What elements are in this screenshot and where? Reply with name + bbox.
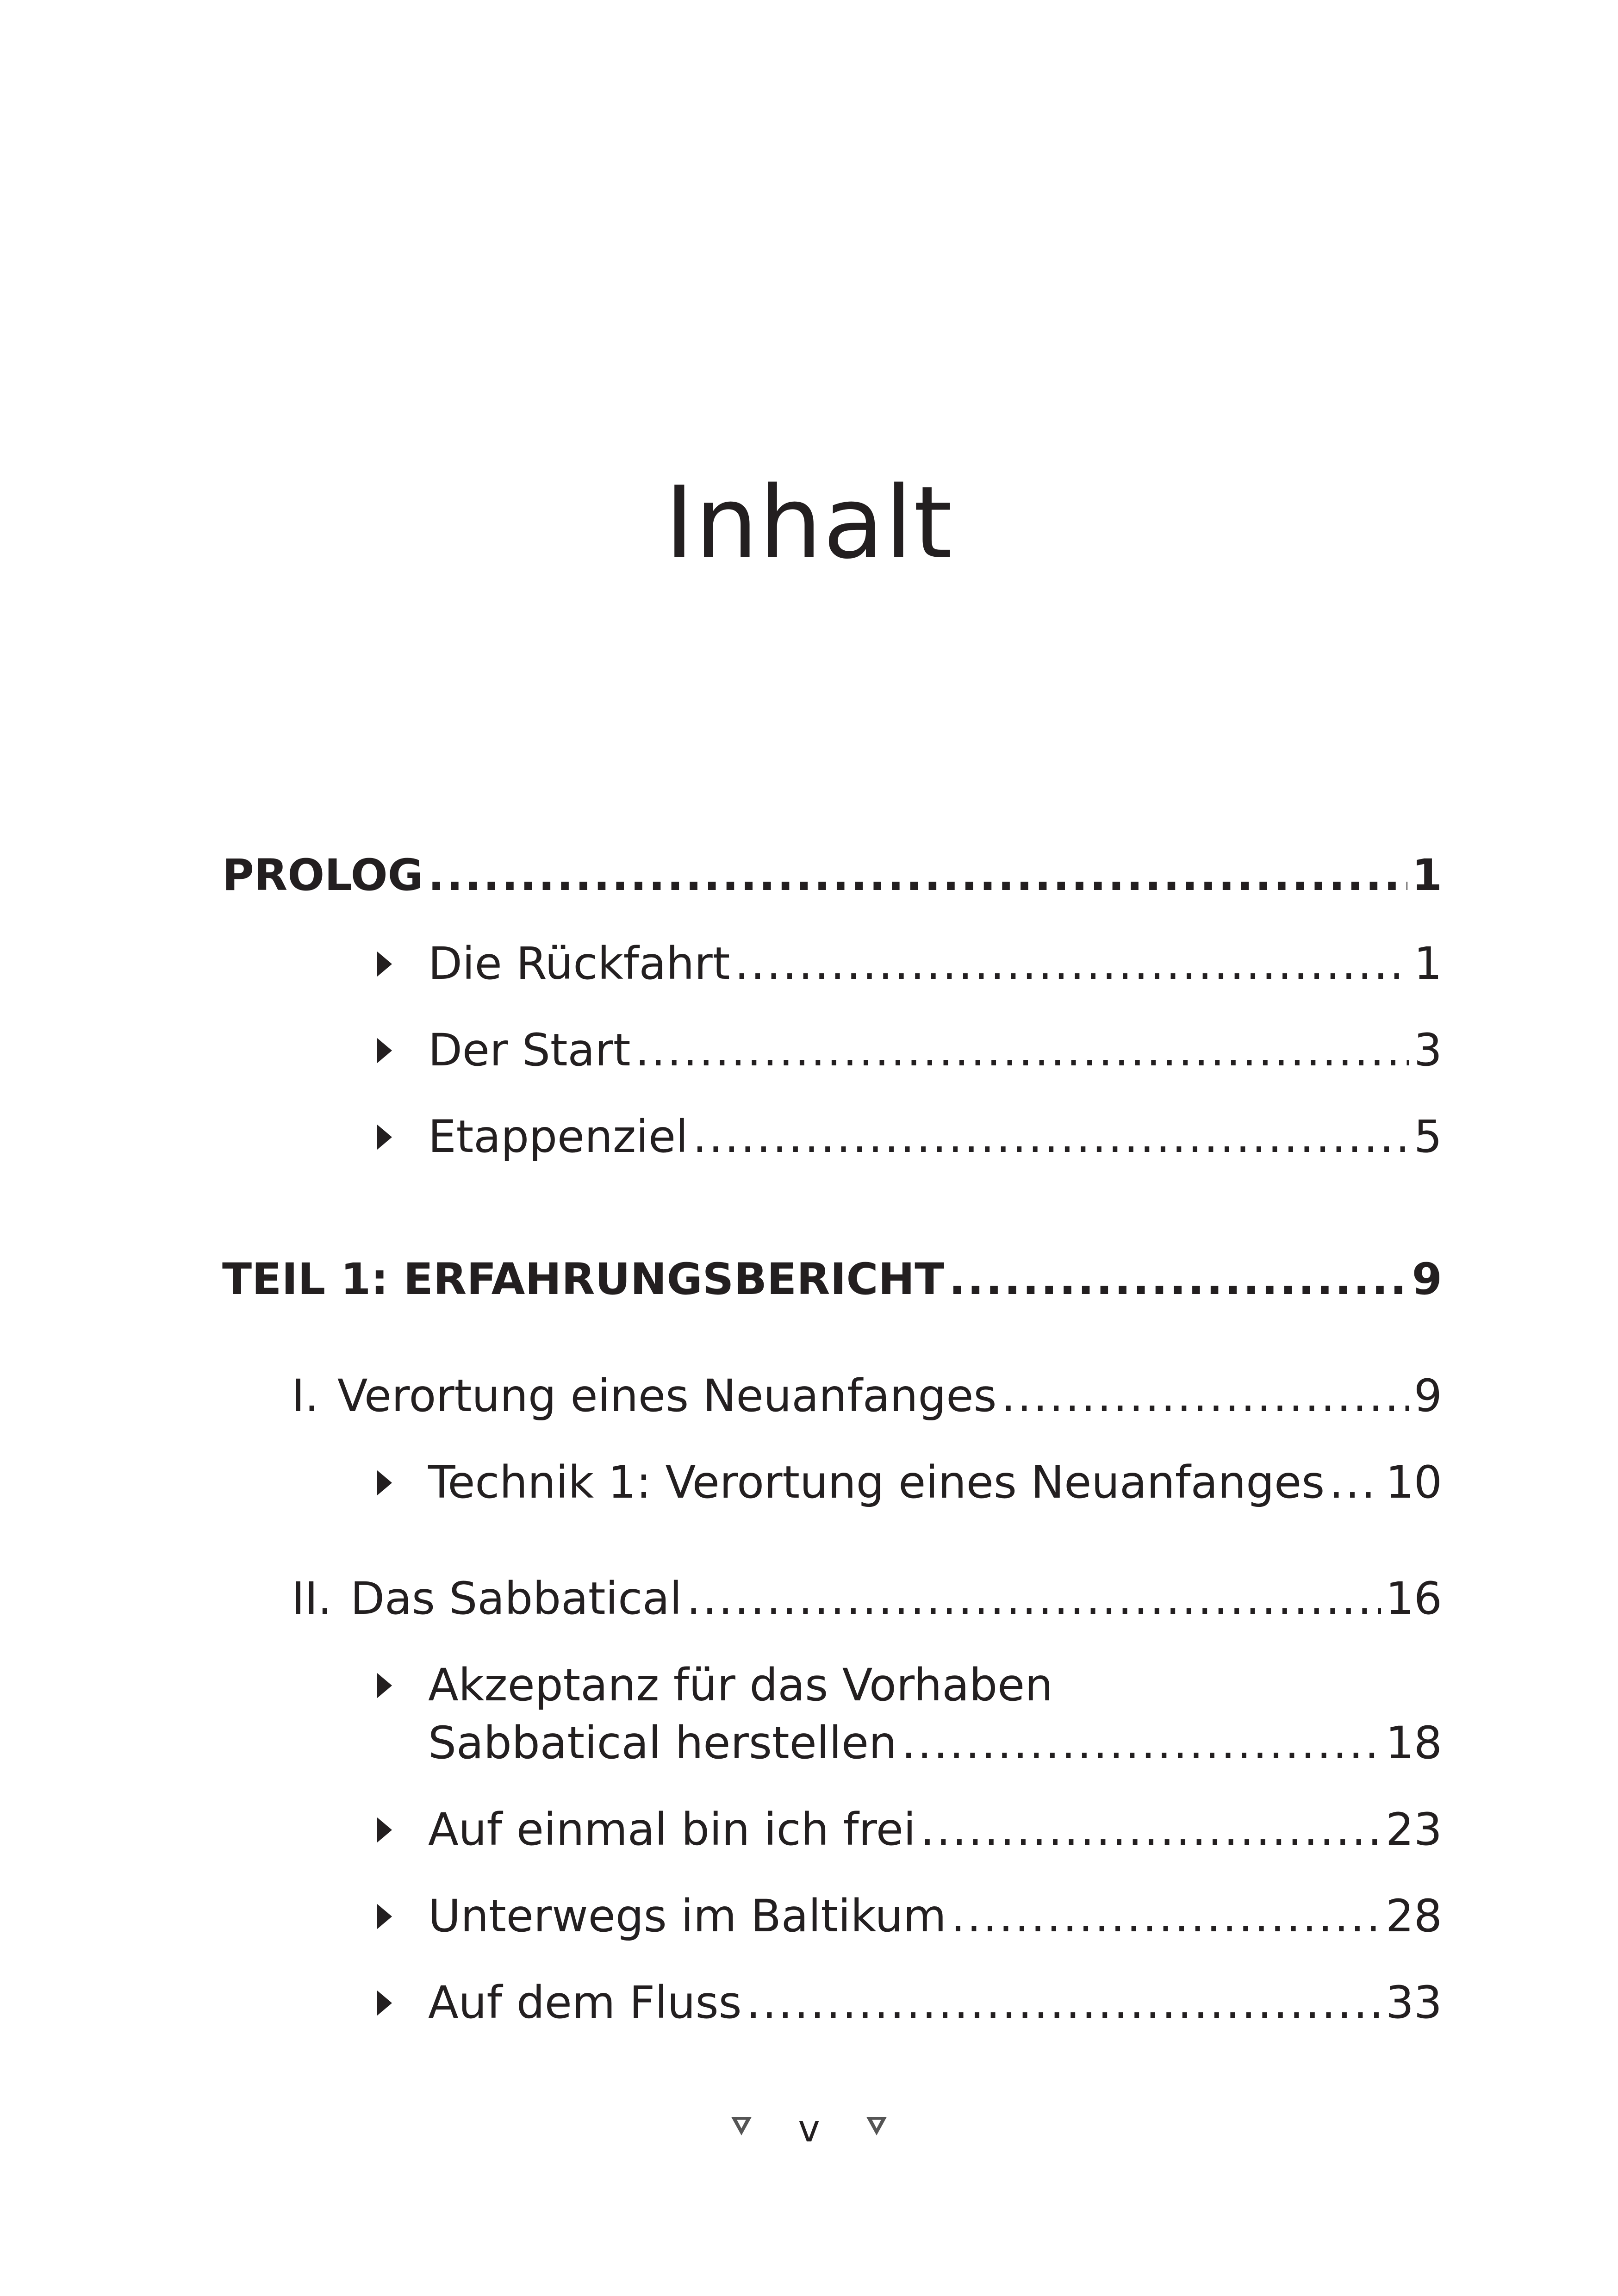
triangle-down-icon (866, 2117, 887, 2135)
toc-page-number: 1 (1413, 938, 1442, 989)
toc-entry-label (292, 1566, 682, 1631)
toc-page-number: 9 (1412, 1254, 1442, 1305)
toc-page-number: 3 (1413, 1024, 1442, 1076)
toc-entry-label: Unterwegs im Baltikum (428, 1890, 946, 1942)
toc-page-number: 9 (1413, 1370, 1442, 1422)
page-title: Inhalt (665, 465, 953, 581)
toc-page-number: 33 (1385, 1977, 1442, 2028)
bullet-arrow-icon (377, 1038, 392, 1063)
toc-entry-label: Die Rückfahrt (428, 938, 730, 989)
page-folio: v (798, 2107, 820, 2150)
toc-entry-teil-1[interactable] (222, 1247, 1442, 1312)
dot-leader (949, 1247, 1407, 1312)
bullet-arrow-icon (377, 1125, 392, 1150)
toc-entry-chapter-2[interactable] (292, 1566, 1442, 1631)
dot-leader (747, 1970, 1381, 2035)
toc-entry-label (292, 1363, 997, 1428)
dot-leader (734, 931, 1409, 996)
chapter-numeral: I. (292, 1370, 319, 1422)
dot-leader (686, 1566, 1381, 1631)
bullet-arrow-icon (377, 1904, 392, 1929)
toc-entry-der-start[interactable] (428, 1018, 1442, 1083)
chapter-title: Das Sabbatical (350, 1573, 682, 1624)
dot-leader (951, 1884, 1381, 1948)
bullet-arrow-icon (377, 952, 392, 977)
toc-entry-label: PROLOG (222, 850, 423, 901)
toc-entry-label: Auf einmal bin ich frei (428, 1804, 916, 1855)
chapter-title: Verortung eines Neuanfanges (337, 1370, 997, 1422)
toc-entry-label: Sabbatical herstellen (428, 1717, 897, 1769)
toc-entry-die-rueckfahrt[interactable] (428, 931, 1442, 996)
dot-leader (635, 1018, 1409, 1083)
toc-entry-label: Technik 1: Verortung eines Neuanfanges (428, 1456, 1325, 1508)
bullet-arrow-icon (377, 1991, 392, 2016)
toc-page-number: 23 (1385, 1804, 1442, 1855)
dot-leader (921, 1797, 1381, 1862)
dot-leader (1329, 1450, 1381, 1515)
toc-entry-label: Etappenziel (428, 1111, 688, 1163)
toc-entry-fluss[interactable] (428, 1970, 1442, 2035)
toc-entry-akzeptanz[interactable] (428, 1711, 1442, 1775)
toc-entry-label-line1: Akzeptanz für das Vorhaben (428, 1659, 1053, 1711)
toc-page-number: 5 (1413, 1111, 1442, 1163)
toc-entry-technik-1[interactable] (428, 1450, 1442, 1515)
toc-page-number: 18 (1385, 1717, 1442, 1769)
toc-entry-baltikum[interactable] (428, 1884, 1442, 1948)
bullet-arrow-icon (377, 1817, 392, 1842)
toc-entry-etappenziel[interactable] (428, 1104, 1442, 1169)
dot-leader (902, 1711, 1381, 1775)
toc-page-number: 28 (1385, 1890, 1442, 1942)
dot-leader (693, 1104, 1409, 1169)
toc-page-number: 10 (1385, 1456, 1442, 1508)
dot-leader (1002, 1363, 1409, 1428)
dot-leader (428, 843, 1407, 908)
bullet-arrow-icon (377, 1673, 392, 1698)
toc-entry-label: Der Start (428, 1024, 631, 1076)
triangle-down-icon (731, 2117, 752, 2135)
toc-entry-label: Auf dem Fluss (428, 1977, 742, 2028)
toc-page-number: 1 (1412, 850, 1442, 901)
toc-entry-label: TEIL 1: ERFAHRUNGSBERICHT (222, 1254, 945, 1305)
toc-page-number: 16 (1385, 1573, 1442, 1624)
toc-entry-auf-einmal[interactable] (428, 1797, 1442, 1862)
page-footer (0, 2101, 1618, 2157)
chapter-numeral: II. (292, 1573, 332, 1624)
toc-entry-chapter-1[interactable] (292, 1363, 1442, 1428)
bullet-arrow-icon (377, 1470, 392, 1495)
toc-entry-prolog[interactable] (222, 843, 1442, 908)
